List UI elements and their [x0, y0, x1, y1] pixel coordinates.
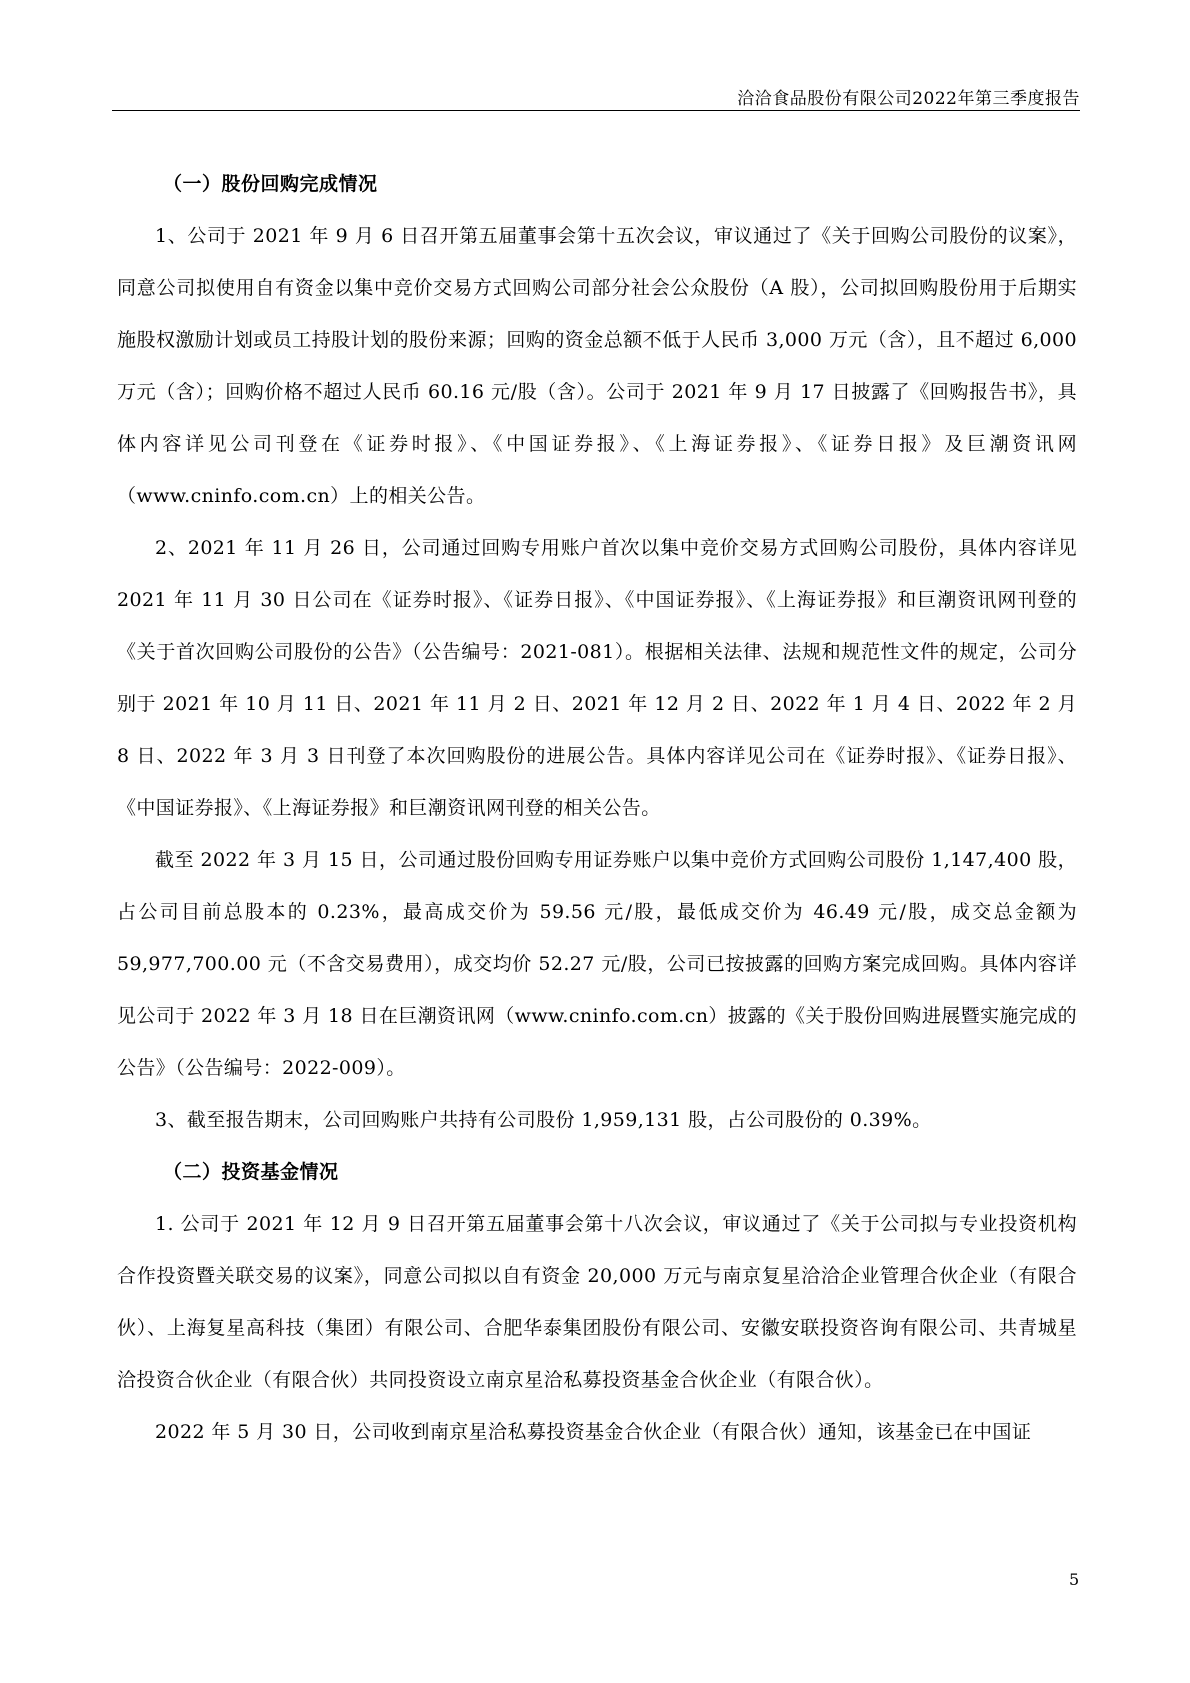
paragraph: 1. 公司于 2021 年 12 月 9 日召开第五届董事会第十八次会议，审议通过了《关于公司拟与专业投资机构合作投资暨关联交易的议案》，同意公司拟以自有资金 20,000 万元与南京复星洽洽企业管理合伙企业（有限合伙）、上海复星高科技（集团）有限公司、合肥华泰集团股份有限公司、安徽安联投资咨询有限公司、共青城星洽投资合伙企业（有限合伙）共同投资设立南京星洽私募投资基金合伙企业（有限合伙）。	[117, 1213, 1077, 1391]
report-title: 洽洽食品股份有限公司2022年第三季度报告	[737, 89, 1080, 109]
paragraph: 2、2021 年 11 月 26 日，公司通过回购专用账户首次以集中竞价交易方式回购公司股份，具体内容详见 2021 年 11 月 30 日公司在《证券时报》、《证券日报》、《中国证券报》、《上海证券报》和巨潮资讯网刊登的《关于首次回购公司股份的公告》（公告编号：2021-081）。根据相关法律、法规和规范性文件的规定，公司分别于 2021 年 10 月 11 日、2021 年 11 月 2 日、2021 年 12 月 2 日、2022 年 1 月 4 日、2022 年 2 月 8 日、2022 年 3 月 3 日刊登了本次回购股份的进展公告。具体内容详见公司在《证券时报》、《证券日报》、《中国证券报》、《上海证券报》和巨潮资讯网刊登的相关公告。	[117, 537, 1077, 819]
paragraph: 截至 2022 年 3 月 15 日，公司通过股份回购专用证券账户以集中竞价方式回购公司股份 1,147,400 股，占公司目前总股本的 0.23%，最高成交价为 59.56 元/股，最低成交价为 46.49 元/股，成交总金额为 59,977,700.00 元（不含交易费用），成交均价 52.27 元/股，公司已按披露的回购方案完成回购。具体内容详见公司于 2022 年 3 月 18 日在巨潮资讯网（www.cninfo.com.cn）披露的《关于股份回购进展暨实施完成的公告》（公告编号：2022-009）。	[117, 849, 1078, 1079]
paragraph: 2022 年 5 月 30 日，公司收到南京星洽私募投资基金合伙企业（有限合伙）通知，该基金已在中国证	[155, 1421, 1032, 1443]
document-body	[117, 158, 1077, 1458]
section-heading-share-repurchase: （一）股份回购完成情况	[163, 173, 378, 195]
page-header	[112, 80, 1080, 111]
section-heading-investment-fund: （二）投资基金情况	[163, 1161, 339, 1183]
paragraph: 1、公司于 2021 年 9 月 6 日召开第五届董事会第十五次会议，审议通过了《关于回购公司股份的议案》，同意公司拟使用自有资金以集中竞价交易方式回购公司部分社会公众股份（A 股），公司拟回购股份用于后期实施股权激励计划或员工持股计划的股份来源；回购的资金总额不低于人民币 3,000 万元（含），且不超过 6,000 万元（含）；回购价格不超过人民币 60.16 元/股（含）。公司于 2021 年 9 月 17 日披露了《回购报告书》，具体内容详见公司刊登在《证券时报》、《中国证券报》、《上海证券报》、《证券日报》及巨潮资讯网（www.cninfo.com.cn）上的相关公告。	[117, 225, 1077, 507]
page-number: 5	[1069, 1570, 1080, 1589]
paragraph: 3、截至报告期末，公司回购账户共持有公司股份 1,959,131 股，占公司股份的 0.39%。	[155, 1109, 932, 1131]
